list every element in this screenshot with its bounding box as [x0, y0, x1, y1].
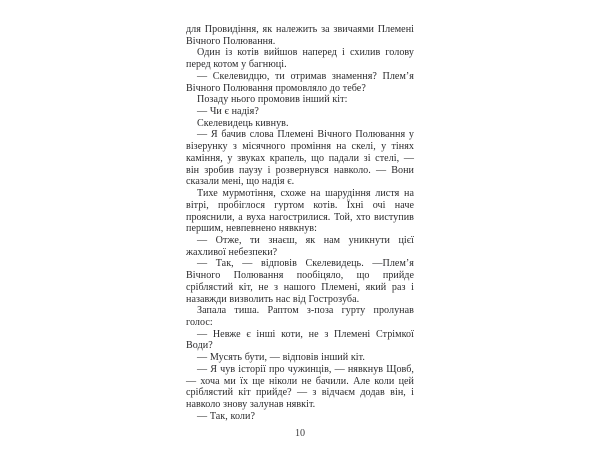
page-text-block: [186, 24, 414, 422]
page-number: 10: [294, 428, 306, 439]
paragraph: — Я бачив слова Племені Вічного Полювання у візерунку з місячного проміння на скелі, у тінях каміння, у звуках крапель, що падали зі стелі, — він зробив паузу і розвернувся навколо. — Вони сказали мені, що надія є.: [186, 129, 414, 188]
paragraph: — Отже, ти знаєш, як нам уникнути цієї жахливої небезпеки?: [186, 234, 414, 258]
paragraph: Один із котів вийшов наперед і схилив голову перед котом у багнюці.: [186, 47, 414, 71]
paragraph: — Я чув історії про чужинців, — нявкнув Щовб, — хоча ми їх ще ніколи не бачили. Але коли цей сріблястий кіт прийде? — з відчаєм додав він, і навколо знову залунав нявкіт.: [186, 363, 414, 410]
paragraph: — Чи є надія?: [197, 106, 259, 118]
paragraph: — Невже є інші коти, не з Племені Стрімкої Води?: [186, 328, 414, 352]
paragraph: Запала тиша. Раптом з-поза гурту пролунав голос:: [186, 305, 414, 328]
paragraph: для Провидіння, як належить за звичаями Племені Вічного Полювання.: [186, 24, 414, 47]
paragraph: Позаду нього промовив інший кіт:: [197, 94, 348, 106]
paragraph: — Скелевидцю, ти отримав знамення? Плем’я Вічного Полювання промовляло до тебе?: [186, 70, 414, 94]
paragraph: Тихе мурмотіння, схоже на шарудіння листя на вітрі, пробіглося гуртом котів. Їхні очі наче прояснили, а вуха нагострилися. Той, хто виступив першим, невпевнено нявкнув:: [186, 188, 414, 235]
paragraph: — Так, коли?: [197, 410, 255, 422]
paragraph: Скелевидець кивнув.: [197, 117, 289, 129]
paragraph: — Так, — відповів Скелевидець. —Плем’я Вічного Полювання пообіцяло, що прийде сріблястий кіт, не з нашого Племені, який раз і назавжди визволить нас від Гострозуба.: [186, 258, 414, 305]
paragraph: — Мусять бути, — відповів інший кіт.: [197, 352, 365, 364]
